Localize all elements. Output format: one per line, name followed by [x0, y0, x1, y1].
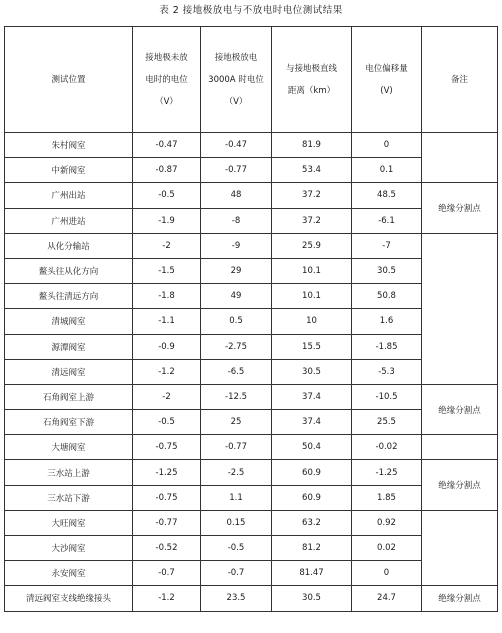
cell-distance: 10.1	[272, 258, 352, 283]
cell-no-discharge: -0.77	[133, 510, 201, 535]
cell-offset: 0.1	[352, 158, 422, 183]
cell-discharge: -0.77	[201, 435, 272, 460]
cell-position: 源潭阀室	[5, 334, 133, 359]
cell-distance: 10	[272, 309, 352, 334]
cell-offset: 0	[352, 133, 422, 158]
cell-discharge: -9	[201, 233, 272, 258]
cell-distance: 81.2	[272, 536, 352, 561]
cell-offset: 50.8	[352, 284, 422, 309]
cell-offset: -6.1	[352, 208, 422, 233]
cell-offset: -10.5	[352, 384, 422, 409]
cell-offset: 30.5	[352, 258, 422, 283]
cell-remark-insulation-split: 绝缘分割点	[422, 384, 498, 434]
cell-offset: -0.02	[352, 435, 422, 460]
cell-offset: 1.6	[352, 309, 422, 334]
cell-distance: 81.47	[272, 561, 352, 586]
cell-discharge: -8	[201, 208, 272, 233]
cell-offset: 0.02	[352, 536, 422, 561]
cell-remark	[422, 435, 498, 460]
cell-position: 从化分输站	[5, 233, 133, 258]
header-no-discharge-line2: 电时的电位	[145, 74, 188, 85]
cell-discharge: -12.5	[201, 384, 272, 409]
header-distance-line1: 与接地极直线	[285, 63, 337, 74]
cell-offset: 0.92	[352, 510, 422, 535]
header-no-discharge	[133, 27, 201, 133]
table-row	[5, 510, 498, 535]
cell-remark	[422, 133, 498, 183]
cell-no-discharge: -0.75	[133, 485, 201, 510]
cell-position: 鳌头往清远方向	[5, 284, 133, 309]
cell-position: 三水站下游	[5, 485, 133, 510]
cell-discharge: -0.5	[201, 536, 272, 561]
header-distance	[272, 27, 352, 133]
header-offset-line2: (V)	[380, 85, 393, 96]
cell-position: 大塘阀室	[5, 435, 133, 460]
cell-no-discharge: -1.25	[133, 460, 201, 485]
cell-position: 三水站上游	[5, 460, 133, 485]
cell-no-discharge: -1.2	[133, 586, 201, 611]
cell-remark	[422, 510, 498, 586]
cell-distance: 15.5	[272, 334, 352, 359]
cell-position: 大沙阀室	[5, 536, 133, 561]
cell-position: 清城阀室	[5, 309, 133, 334]
cell-no-discharge: -2	[133, 384, 201, 409]
cell-distance: 25.9	[272, 233, 352, 258]
cell-discharge: -0.7	[201, 561, 272, 586]
table-row	[5, 435, 498, 460]
cell-discharge: -6.5	[201, 359, 272, 384]
cell-no-discharge: -2	[133, 233, 201, 258]
cell-position: 大旺阀室	[5, 510, 133, 535]
cell-distance: 81.9	[272, 133, 352, 158]
header-no-discharge-line3: （V）	[155, 96, 178, 107]
cell-discharge: -0.47	[201, 133, 272, 158]
cell-position: 朱村阀室	[5, 133, 133, 158]
cell-discharge: 23.5	[201, 586, 272, 611]
cell-distance: 10.1	[272, 284, 352, 309]
cell-no-discharge: -0.52	[133, 536, 201, 561]
cell-offset: -1.85	[352, 334, 422, 359]
header-discharge-line3: （V）	[224, 96, 248, 107]
cell-discharge: 0.15	[201, 510, 272, 535]
cell-discharge: 25	[201, 410, 272, 435]
cell-discharge: 1.1	[201, 485, 272, 510]
header-offset-line1: 电位偏移量	[365, 63, 408, 74]
table-row	[5, 586, 498, 611]
cell-no-discharge: -0.47	[133, 133, 201, 158]
cell-offset: 0	[352, 561, 422, 586]
cell-position: 鳌头往从化方向	[5, 258, 133, 283]
potential-test-table	[4, 26, 498, 612]
header-discharge-line2: 3000A 时电位	[208, 74, 264, 85]
cell-no-discharge: -0.9	[133, 334, 201, 359]
cell-distance: 37.4	[272, 384, 352, 409]
cell-distance: 37.2	[272, 183, 352, 208]
cell-no-discharge: -0.7	[133, 561, 201, 586]
table-row	[5, 133, 498, 158]
cell-remark	[422, 233, 498, 384]
cell-offset: 25.5	[352, 410, 422, 435]
cell-position: 永安阀室	[5, 561, 133, 586]
header-position: 测试位置	[5, 27, 133, 133]
cell-no-discharge: -1.9	[133, 208, 201, 233]
cell-offset: -1.25	[352, 460, 422, 485]
cell-no-discharge: -0.75	[133, 435, 201, 460]
cell-distance: 50.4	[272, 435, 352, 460]
cell-distance: 30.5	[272, 359, 352, 384]
cell-remark-insulation-split: 绝缘分割点	[422, 586, 498, 611]
header-no-discharge-line1: 接地极未放	[145, 52, 188, 63]
header-discharge	[201, 27, 272, 133]
cell-offset: 1.85	[352, 485, 422, 510]
cell-discharge: 29	[201, 258, 272, 283]
cell-no-discharge: -1.8	[133, 284, 201, 309]
cell-position: 石角阀室下游	[5, 410, 133, 435]
cell-discharge: 0.5	[201, 309, 272, 334]
cell-distance: 60.9	[272, 460, 352, 485]
cell-offset: -7	[352, 233, 422, 258]
header-row	[5, 27, 498, 133]
table-row	[5, 233, 498, 258]
cell-discharge: 49	[201, 284, 272, 309]
cell-distance: 37.2	[272, 208, 352, 233]
cell-no-discharge: -1.5	[133, 258, 201, 283]
cell-offset: 48.5	[352, 183, 422, 208]
cell-no-discharge: -1.2	[133, 359, 201, 384]
cell-distance: 37.4	[272, 410, 352, 435]
cell-position: 石角阀室上游	[5, 384, 133, 409]
table-row	[5, 384, 498, 409]
cell-discharge: 48	[201, 183, 272, 208]
cell-position: 中新阀室	[5, 158, 133, 183]
table-row	[5, 460, 498, 485]
cell-no-discharge: -1.1	[133, 309, 201, 334]
header-distance-line2: 距离（km）	[287, 85, 336, 96]
cell-offset: -5.3	[352, 359, 422, 384]
cell-discharge: -2.5	[201, 460, 272, 485]
cell-no-discharge: -0.5	[133, 410, 201, 435]
table-row	[5, 183, 498, 208]
cell-distance: 63.2	[272, 510, 352, 535]
cell-position: 广州进站	[5, 208, 133, 233]
cell-no-discharge: -0.87	[133, 158, 201, 183]
header-discharge-line1: 接地极放电	[214, 52, 258, 63]
cell-discharge: -0.77	[201, 158, 272, 183]
cell-distance: 53.4	[272, 158, 352, 183]
header-offset	[352, 27, 422, 133]
cell-distance: 60.9	[272, 485, 352, 510]
cell-remark-insulation-split: 绝缘分割点	[422, 460, 498, 510]
cell-remark-insulation-split: 绝缘分割点	[422, 183, 498, 233]
cell-position: 广州出站	[5, 183, 133, 208]
cell-no-discharge: -0.5	[133, 183, 201, 208]
table-caption: 表 2 接地极放电与不放电时电位测试结果	[159, 5, 343, 16]
cell-offset: 24.7	[352, 586, 422, 611]
header-remark: 备注	[422, 27, 498, 133]
cell-position: 清远阀室支线绝缘接头	[5, 586, 133, 611]
cell-discharge: -2.75	[201, 334, 272, 359]
cell-position: 清远阀室	[5, 359, 133, 384]
cell-distance: 30.5	[272, 586, 352, 611]
